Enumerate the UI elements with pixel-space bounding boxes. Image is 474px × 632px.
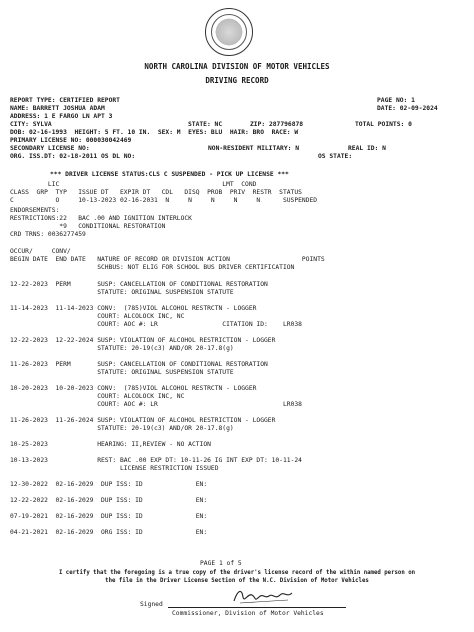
history-line: STATUTE: ORIGINAL SUSPENSION STATUTE: [10, 289, 234, 296]
history-line: COURT: AOC #: LR LR038: [10, 401, 302, 408]
history-header-1: OCCUR/ CONV/: [10, 248, 71, 255]
issue-row: 07-19-2021 02-16-2029 DUP ISS: ID EN:: [10, 513, 208, 520]
history-line: COURT: ALCOLOCK INC, NC: [10, 313, 185, 320]
history-line: 12-22-2023 PERM SUSP: CANCELLATION OF CONDITIONAL RESTORATION: [10, 281, 268, 288]
non-resident-military: NON-RESIDENT MILITARY: N: [208, 145, 299, 152]
state-seal-icon: [205, 8, 253, 56]
history-line: LICENSE RESTRICTION ISSUED: [10, 465, 219, 472]
history-line: COURT: ALCOLOCK INC, NC: [10, 393, 185, 400]
history-line: 11-26-2023 11-26-2024 SUSP: VIOLATION OF ALCOHOL RESTRICTION - LOGGER: [10, 417, 276, 424]
history-line: 10-20-2023 10-20-2023 CONV: (785)VIOL ALCOHOL RESTRCTN - LOGGER: [10, 385, 257, 392]
page-number: PAGE NO: 1: [377, 97, 415, 104]
document-title: DRIVING RECORD: [205, 76, 269, 85]
history-line: STATUTE: 20-19(c3) AND/OR 20-17.8(g): [10, 345, 234, 352]
primary-license: PRIMARY LICENSE NO: 000030042469: [10, 137, 132, 144]
issue-row: 12-22-2022 02-16-2029 DUP ISS: ID EN:: [10, 497, 208, 504]
history-line: 10-13-2023 REST: BAC .00 EXP DT: 10-11-26 IG INT EXP DT: 10-11-24: [10, 457, 302, 464]
issue-row: 12-30-2022 02-16-2029 DUP ISS: ID EN:: [10, 481, 208, 488]
os-state: OS STATE:: [318, 153, 353, 160]
state: STATE: NC: [188, 121, 223, 128]
secondary-license: SECONDARY LICENSE NO:: [10, 145, 90, 152]
history-line: STATUTE: 20-19(c3) AND/OR 20-17.8(g): [10, 425, 234, 432]
address: ADDRESS: 1 E FARGO LN APT 3: [10, 113, 113, 120]
zip: ZIP: 287796878: [250, 121, 304, 128]
restrictions-line-2: *9 CONDITIONAL RESTORATION: [10, 223, 166, 230]
history-line: COURT: AOC #: LR CITATION ID: LR038: [10, 321, 302, 328]
history-line: 12-22-2023 12-22-2024 SUSP: VIOLATION OF ALCOHOL RESTRICTION - LOGGER: [10, 337, 276, 344]
license-table-row: C O 10-13-2023 02-16-2031 N N N N N SUSPENDED: [10, 197, 318, 204]
total-points: TOTAL POINTS: 0: [355, 121, 412, 128]
endorsements: ENDORSEMENTS:: [10, 207, 60, 214]
real-id: REAL ID: N: [348, 145, 386, 152]
history-line: STATUTE: ORIGINAL SUSPENSION STATUTE: [10, 369, 234, 376]
original-issue: ORG. ISS.DT: 02-18-2011 OS DL NO:: [10, 153, 136, 160]
history-line: 11-26-2023 PERM SUSP: CANCELLATION OF CONDITIONAL RESTORATION: [10, 361, 268, 368]
history-header-2: BEGIN DATE END DATE NATURE OF RECORD OR DIVISION ACTION POINTS: [10, 256, 325, 263]
certification-line-1: I certify that the foregoing is a true copy of the driver's license record of the within named person on: [58, 570, 416, 576]
license-table-header-1: LIC LMT COND: [10, 181, 257, 188]
crd-trns: CRD TRNS: 0036277459: [10, 231, 86, 238]
agency-heading: NORTH CAROLINA DIVISION OF MOTOR VEHICLES: [144, 62, 330, 71]
commissioner-title: Commissioner, Division of Motor Vehicles: [172, 610, 324, 617]
report-type: REPORT TYPE: CERTIFIED REPORT: [10, 97, 120, 104]
signed-label: Signed: [140, 601, 163, 608]
history-header-3: SCHBUS: NOT ELIG FOR SCHOOL BUS DRIVER CERTIFICATION: [10, 264, 295, 271]
restrictions-line-1: RESTRICTIONS:22 BAC .00 AND IGNITION INTERLOCK: [10, 215, 192, 222]
history-line: 10-25-2023 HEARING: II,REVIEW - NO ACTION: [10, 441, 211, 448]
city: CITY: SYLVA: [10, 121, 52, 128]
history-line: 11-14-2023 11-14-2023 CONV: (785)VIOL ALCOHOL RESTRCTN - LOGGER: [10, 305, 257, 312]
commissioner-signature-icon: [230, 585, 300, 607]
certification-line-2: the file in the Driver License Section of the N.C. Division of Motor Vehicles: [105, 578, 369, 584]
license-table-header-2: CLASS GRP TYP ISSUE DT EXPIR DT CDL DISQ PROB PRIV RESTR STATUS: [10, 189, 302, 196]
driver-name: NAME: BARRETT JOSHUA ADAM: [10, 105, 105, 112]
issue-row: 04-21-2021 02-16-2029 ORG ISS: ID EN:: [10, 529, 208, 536]
page-of: PAGE 1 of 5: [200, 560, 242, 567]
signature-line: [168, 607, 346, 608]
license-status: *** DRIVER LICENSE STATUS:CLS C SUSPENDED - PICK UP LICENSE ***: [50, 171, 289, 178]
report-date: DATE: 02-09-2024: [377, 105, 438, 112]
physical-description: DOB: 02-16-1993 HEIGHT: 5 FT. 10 IN. SEX: M EYES: BLU HAIR: BRO RACE: W: [10, 129, 299, 136]
